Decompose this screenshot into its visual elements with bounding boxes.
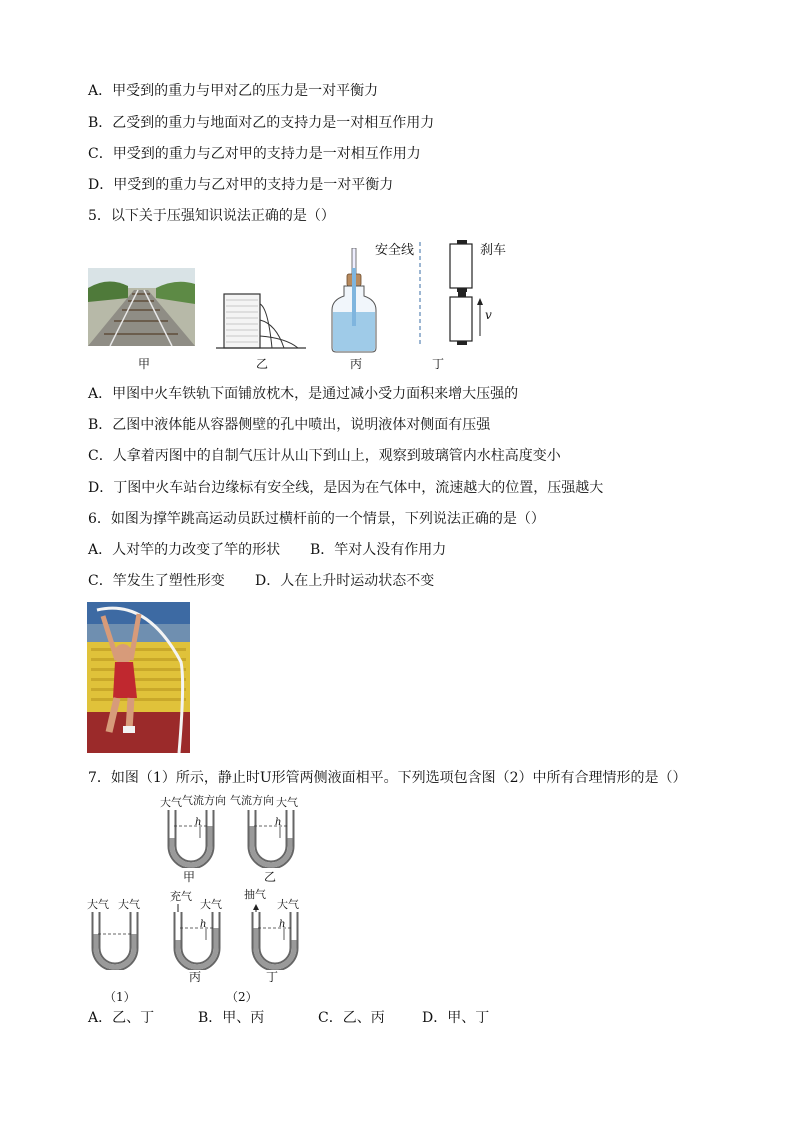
barometer-figure xyxy=(330,248,378,358)
q5-label-bing: 丙 xyxy=(350,357,363,371)
q7-jia-flow-label: 气流方向 xyxy=(182,794,226,807)
q4-option-b: B．乙受到的重力与地面对乙的支持力是一对相互作用力 xyxy=(88,115,435,131)
q5-option-b: B．乙图中液体能从容器侧壁的孔中喷出，说明液体对侧面有压强 xyxy=(88,417,491,433)
u-tube-jia xyxy=(166,810,216,872)
q7-yi-flow-label: 气流方向 xyxy=(230,794,274,807)
q4-option-a: A．甲受到的重力与甲对乙的压力是一对平衡力 xyxy=(88,83,379,99)
q7-option-a: A．乙、丁 xyxy=(88,1010,155,1026)
u-tube-bing xyxy=(172,904,222,974)
q7-label-fig1: （1） xyxy=(104,990,136,1004)
q6-option-a: A．人对竿的力改变了竿的形状 xyxy=(88,542,281,558)
q7-label-yi: 乙 xyxy=(264,870,277,884)
q6-option-c: C．竿发生了塑性形变 xyxy=(88,573,225,589)
q7-jia-h: h xyxy=(195,817,202,828)
q6-stem: 6．如图为撑竿跳高运动员跃过横杆前的一个情景，下列说法正确的是（） xyxy=(88,511,545,527)
q7-label-fig2: （2） xyxy=(226,990,258,1004)
q7-bing-h: h xyxy=(200,919,207,930)
q5-label-ding: 丁 xyxy=(432,357,445,371)
q7-fig1-atm-right: 大气 xyxy=(118,898,140,911)
q5-option-c: C．人拿着丙图中的自制气压计从山下到山上，观察到玻璃管内水柱高度变小 xyxy=(88,448,561,464)
q7-option-d: D．甲、丁 xyxy=(422,1010,490,1026)
q7-label-jia: 甲 xyxy=(183,870,196,884)
q7-ding-pump-label: 抽气 xyxy=(244,888,266,901)
q4-option-d: D．甲受到的重力与乙对甲的支持力是一对平衡力 xyxy=(88,177,394,193)
q7-bing-inflate-label: 充气 xyxy=(170,890,192,903)
railway-photo xyxy=(88,268,195,346)
q5-option-d: D．丁图中火车站台边缘标有安全线，是因为在气体中，流速越大的位置，压强越大 xyxy=(88,480,604,496)
q7-fig1-atm-left: 大气 xyxy=(87,898,109,911)
q7-option-b: B．甲、丙 xyxy=(198,1010,265,1026)
u-tube-ding xyxy=(250,904,300,974)
q7-jia-atm-label: 大气 xyxy=(160,796,182,809)
q5-label-yi: 乙 xyxy=(256,357,269,371)
q7-yi-h: h xyxy=(275,817,282,828)
q7-ding-atm-label: 大气 xyxy=(277,898,299,911)
q5-label-safety-line: 安全线 xyxy=(375,243,415,258)
q5-stem: 5．以下关于压强知识说法正确的是（） xyxy=(88,208,335,224)
q7-stem: 7．如图（1）所示，静止时U形管两侧液面相平。下列选项包含图（2）中所有合理情形的是（） xyxy=(88,770,687,786)
q7-yi-atm-label: 大气 xyxy=(276,796,298,809)
q5-label-jia: 甲 xyxy=(138,357,151,371)
q4-option-c: C．甲受到的重力与乙对甲的支持力是一对相互作用力 xyxy=(88,146,421,162)
q7-ding-h: h xyxy=(279,919,286,930)
q5-label-brake: 刹车 xyxy=(480,243,507,258)
q7-label-ding: 丁 xyxy=(266,970,279,984)
water-container-figure xyxy=(216,288,306,358)
pole-vault-photo xyxy=(87,602,190,753)
q7-bing-atm-label: 大气 xyxy=(200,898,222,911)
q5-option-a: A．甲图中火车铁轨下面铺放枕木，是通过减小受力面积来增大压强的 xyxy=(88,386,519,402)
u-tube-yi xyxy=(246,810,296,872)
q6-option-d: D．人在上升时运动状态不变 xyxy=(255,573,435,589)
u-tube-fig1 xyxy=(90,912,140,974)
q5-label-v: v xyxy=(485,308,492,322)
q7-option-c: C．乙、丙 xyxy=(318,1010,385,1026)
q7-label-bing: 丙 xyxy=(189,970,202,984)
q6-option-b: B．竿对人没有作用力 xyxy=(310,542,447,558)
